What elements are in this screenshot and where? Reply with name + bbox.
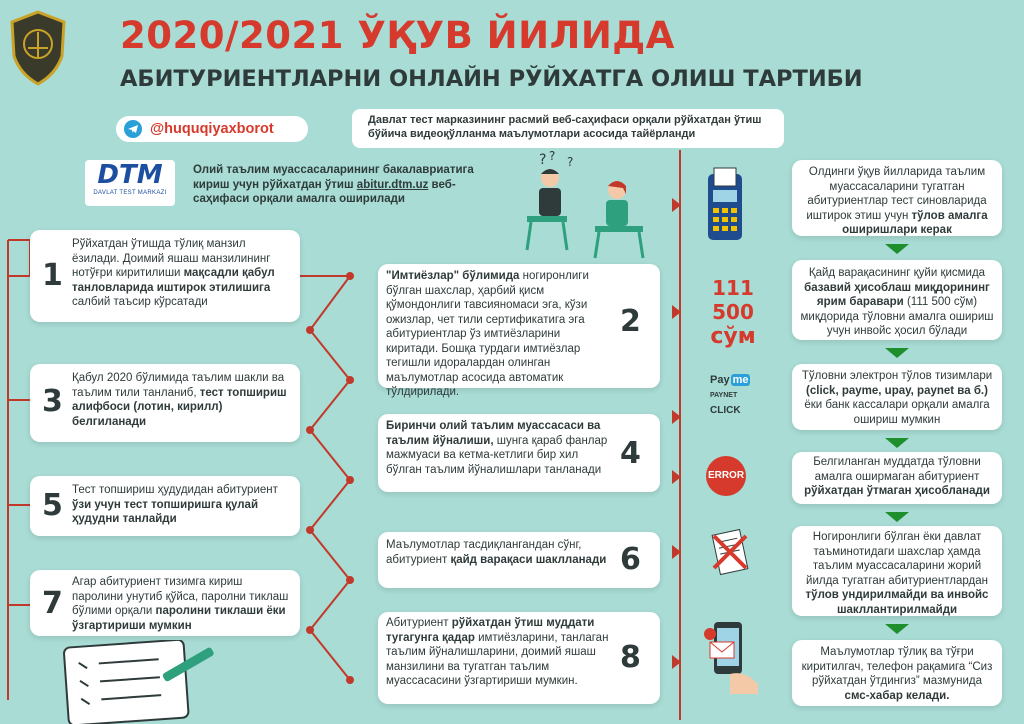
step-text: "Имтиёзлар" бўлимида ногиронлиги бўлган шахслар, ҳарбий қисм қўмондонлиги тавсияномаси эга, кўзи ожизлар, чет тили сертификатига эга абитуриентлар ўз имтиёзларини киритади. Бошқа турдаги имтиёзлар тегишли идоралардан олинган маълумотлар асосида автоматик тўлдирилади. [386,270,589,398]
step-6-card [378,532,660,588]
step-1-card [30,230,300,322]
step-4-card [378,414,660,492]
cancelled-receipt-icon [702,526,758,582]
down-arrow-icon [885,348,909,358]
svg-text:?: ? [539,152,547,168]
info-card-6: Маълумотлар тўлиқ ва тўғри киритилгач, телефон рақамига “Сиз рўйхатдан ўтдингиз” мазмунида смс-хабар келади. [792,640,1002,706]
info-card-3: Тўловни электрон тўлов тизимлари (click, payme, upay, paynet ва б.) ёки банк кассалари орқали амалга ошириш мумкин [792,364,1002,430]
step-7-card [30,570,300,636]
step-text: Маълумотлар тасдиқлангандан сўнг, абитуриент қайд варақаси шаклланади [386,539,607,566]
step-number: 7 [42,586,63,621]
info-card-1: Олдинги ўқув йилларида таълим муассасаларини тугатган абитуриентлар тест синовларида иштирок этиш учун тўлов амалга оширишлари керак [792,160,1002,236]
step-text: Тест топшириш ҳудудидан абитуриент ўзи учун тест топширишга қулай ҳудудни танлайди [72,484,278,525]
down-arrow-icon [885,624,909,634]
info-card-4: Белгиланган муддатда тўловни амалга оширмаган абитуриент рўйхатдан ўтмаган ҳисобланади [792,452,1002,504]
step-number: 3 [42,384,63,419]
page-subtitle: АБИТУРИЕНТЛАРНИ ОНЛАЙН РЎЙХАТГА ОЛИШ ТАРТИБИ [120,66,863,92]
down-arrow-icon [885,438,909,448]
step-text: Рўйхатдан ўтишда тўлиқ манзил ёзилади. Доимий яшаш манзилининг нотўғри киритилиши мақсадли қабул танловларида иштирок этилишига салбий таъсир кўрсатади [72,238,275,308]
clipboard-illustration [60,640,220,724]
info-card-5: Ногиронлиги бўлган ёки давлат таъминотидаги шахслар ҳамда таълим муассасаларини жорий йилда тугатган абитуриентлардан тўлов ундирилмайди ва инвойс шакллантирилмайди [792,526,1002,616]
step-number: 5 [42,488,63,523]
price-amount: 111 500 сўм [710,276,756,349]
step-number: 4 [620,436,641,471]
step-8-card [378,612,660,704]
paynet-logo: PAYNET [710,392,738,399]
step-number: 8 [620,640,641,675]
svg-text:?: ? [567,155,574,169]
pos-terminal-icon [700,164,750,244]
payment-logos [710,374,770,430]
step-5-card [30,476,300,536]
down-arrow-icon [885,512,909,522]
step-2-card [378,264,660,398]
info-card-2: Қайд варақасининг қуйи қисмида базавий ҳисоблаш миқдорининг ярим баравари (111 500 сўм) миқдорида тўловни амалга ошириш учун инвойс ҳосил бўлади [792,260,1002,340]
step-text: Қабул 2020 бўлимида таълим шакли ва таълим тили танланиб, тест топшириш алифбоси (лотин, кирилл) белгиланади [72,372,287,428]
abitur-link[interactable]: abitur.dtm.uz [356,178,429,191]
down-arrow-icon [885,244,909,254]
step-3-card [30,364,300,442]
step-number: 6 [620,542,641,577]
svg-text:?: ? [549,150,556,163]
dtm-description: Олий таълим муассасаларининг бакалавриатига кириш учун рўйхатдан ўтиш abitur.dtm.uz веб-саҳифаси орқали амалга оширилади [193,164,474,205]
step-number: 2 [620,304,641,339]
step-text: Агар абитуриент тизимга кириш паролини унутиб қўйса, паролни тиклаш бўлими орқали паролини тиклаши ёки ўзгартириши мумкин [72,576,289,632]
source-note: Давлат тест марказининг расмий веб-саҳифаси орқали рўйхатдан ўтиш бўйича видеоқўлланма маълумотлари асосида тайёрланди [352,109,784,148]
click-logo: CLICK [710,405,741,416]
page-title: 2020/2021 ЎҚУВ ЙИЛИДА [120,14,675,57]
telegram-handle[interactable]: @huquqiyaxborot [116,116,308,142]
step-text: Абитуриент рўйхатдан ўтиш муддати тугагунга қадар имтиёзларини, танлаган таълим йўналишларини, доимий яшаш манзилини ва тугатган таълим муассасасини ўзгартириши мумкин. [386,617,609,687]
sms-phone-icon [700,614,760,694]
step-text: Биринчи олий таълим муассасаси ва таълим йўналиши, шунга қараб фанлар мажмуаси ва кетма-кетлиги бир хил бўлган таълим йўналишлари танланади [386,420,608,476]
dtm-logo: DTM DAVLAT TEST MARKAZI [85,160,175,206]
payme-logo: Pay me [710,374,749,386]
error-icon: ERROR [706,456,746,496]
step-number: 1 [42,258,63,293]
